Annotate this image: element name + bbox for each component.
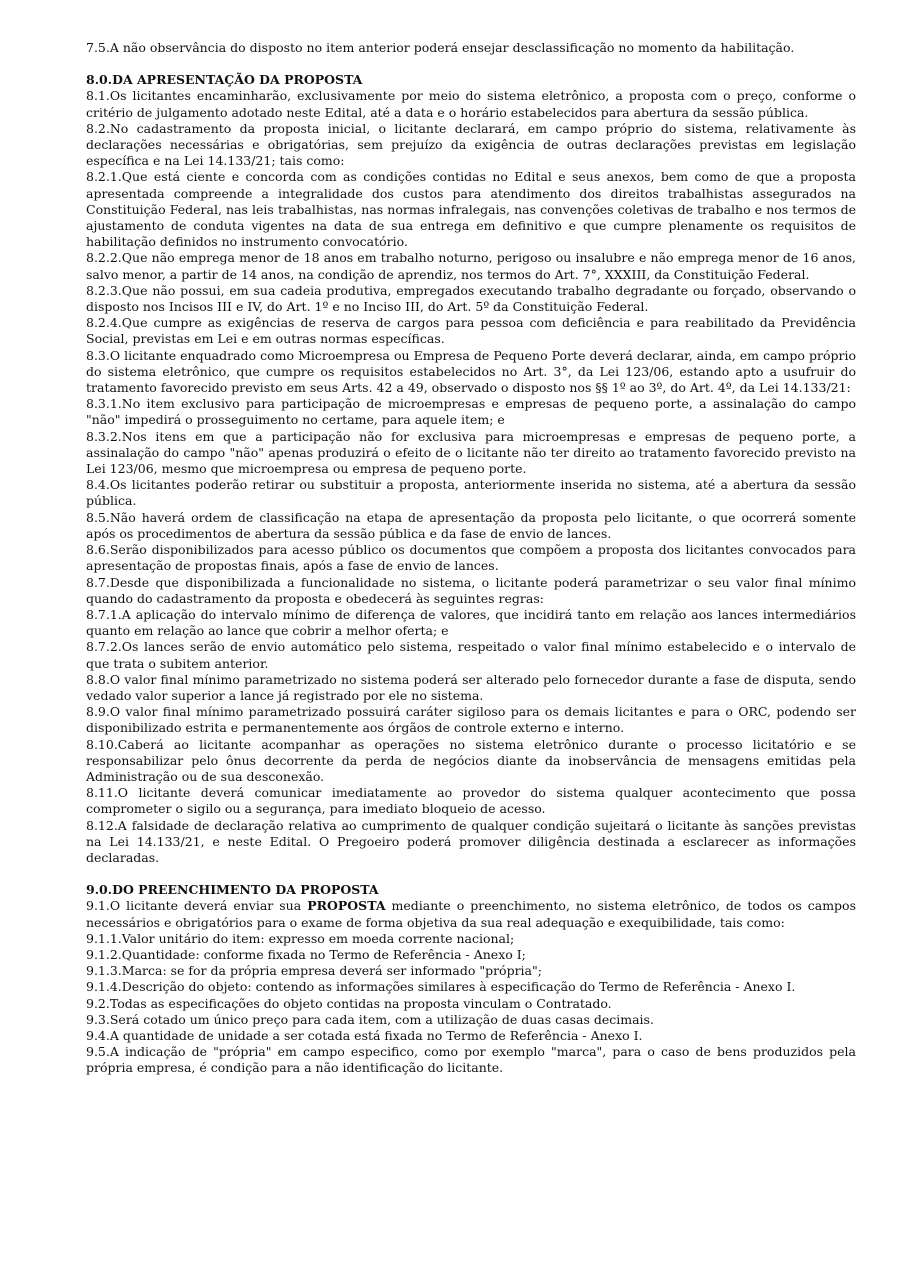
paragraph-8-9: 8.9.O valor final mínimo parametrizado possuirá caráter sigiloso para os demais licitantes e para o ORC, podendo ser disponibilizado estrita e permanentemente aos órgãos de controle externo e interno. bbox=[86, 704, 856, 736]
paragraph-9-3: 9.3.Será cotado um único preço para cada item, com a utilização de duas casas decimais. bbox=[86, 1011, 654, 1027]
paragraph-8-6: 8.6.Serão disponibilizados para acesso público os documentos que compõem a proposta dos licitantes convocados para apresentação de propostas finais, após a fase de envio de lances. bbox=[86, 542, 856, 574]
paragraph-9-1-start: 9.1.O licitante deverá enviar sua bbox=[86, 898, 308, 914]
section-gap bbox=[86, 56, 856, 72]
paragraph-9-1-4: 9.1.4.Descrição do objeto: contendo as informações similares à especificação do Termo de Referência - Anexo I. bbox=[86, 979, 796, 995]
section-heading-8: 8.0.DA APRESENTAÇÃO DA PROPOSTA bbox=[86, 72, 363, 88]
paragraph-9-1-3: 9.1.3.Marca: se for da própria empresa deverá ser informado "própria"; bbox=[86, 963, 542, 979]
paragraph-9-5: 9.5.A indicação de "própria" em campo especifico, como por exemplo "marca", para o caso de bens produzidos pela própria empresa, é condição para a não identificação do licitante. bbox=[86, 1044, 856, 1076]
paragraph-9-2: 9.2.Todas as especificações do objeto contidas na proposta vinculam o Contratado. bbox=[86, 995, 612, 1011]
paragraph-9-1-rest: mediante o preenchimento, no sistema eletrônico, de todos os campos necessários e obrigatórios para o exame de forma objetiva da sua real adequação e exequibilidade, tais como: bbox=[86, 898, 856, 930]
paragraph-7-5: 7.5.A não observância do disposto no item anterior poderá ensejar desclassificação no momento da habilitação. bbox=[86, 40, 795, 55]
paragraph-8-3-2: 8.3.2.Nos itens em que a participação não for exclusiva para microempresas e empresas de pequeno porte, a assinalação do campo "não" apenas produzirá o efeito de o licitante não ter direito ao tratamento favorecido previsto na Lei 123/06, mesmo que microempresa ou empresa de pequeno porte. bbox=[86, 428, 856, 477]
paragraph-8-7-1: 8.7.1.A aplicação do intervalo mínimo de diferença de valores, que incidirá tanto em relação aos lances intermediários quanto em relação ao lance que cobrir a melhor oferta; e bbox=[86, 606, 856, 639]
paragraph-8-10: 8.10.Caberá ao licitante acompanhar as operações no sistema eletrônico durante o processo licitatório e se responsabilizar pelo ônus decorrente da perda de negócios diante da inobservância de mensagens emitidas pela Administração ou de sua desconexão. bbox=[86, 736, 856, 784]
section-gap bbox=[86, 866, 856, 882]
proposta-emphasis: PROPOSTA bbox=[307, 898, 386, 914]
paragraph-8-12: 8.12.A falsidade de declaração relativa ao cumprimento de qualquer condição sujeitará o licitante às sanções previstas na Lei 14.133/21, e neste Edital. O Pregoeiro poderá promover diligência destinada a esclarecer as informações declaradas. bbox=[86, 817, 856, 865]
paragraph-8-1: 8.1.Os licitantes encaminharão, exclusivamente por meio do sistema eletrônico, a proposta com o preço, conforme o critério de julgamento adotado neste Edital, até a data e o horário estabelecidos para abertura da sessão pública. bbox=[86, 88, 856, 120]
paragraph-9-1-1: 9.1.1.Valor unitário do item: expresso em moeda corrente nacional; bbox=[86, 930, 515, 946]
paragraph-8-2: 8.2.No cadastramento da proposta inicial, o licitante declarará, em campo próprio do sistema, relativamente às declarações necessárias e obrigatórias, sem prejuízo da exigência de outras declarações previstas em legislação específica e na Lei 14.133/21; tais como: bbox=[86, 120, 856, 169]
paragraph-8-7: 8.7.Desde que disponibilizada a funcionalidade no sistema, o licitante poderá parametrizar o seu valor final mínimo quando do cadastramento da proposta e obedecerá às seguintes regras: bbox=[86, 574, 856, 606]
paragraph-9-1-2: 9.1.2.Quantidade: conforme fixada no Termo de Referência - Anexo I; bbox=[86, 946, 526, 962]
paragraph-8-11: 8.11.O licitante deverá comunicar imediatamente ao provedor do sistema qualquer acontecimento que possa comprometer o sigilo ou a segurança, para imediato bloqueio de acesso. bbox=[86, 785, 856, 817]
paragraph-8-3-1: 8.3.1.No item exclusivo para participação de microempresas e empresas de pequeno porte, a assinalação do campo "não" impedirá o prosseguimento no certame, para aquele item; e bbox=[86, 396, 856, 428]
paragraph-8-2-1: 8.2.1.Que está ciente e concorda com as condições contidas no Edital e seus anexos, bem como de que a proposta apresentada compreende a integralidade dos custos para atendimento dos direitos trabalhistas assegurados na Constituição Federal, nas leis trabalhistas, nas normas infralegais, nas convenções coletivas de trabalho e nos termos de ajustamento de conduta vigentes na data de sua entrega em definitivo e que cumpre plenamente os requisitos de habilitação definidos no instrumento convocatório. bbox=[86, 169, 856, 250]
section-heading-9: 9.0.DO PREENCHIMENTO DA PROPOSTA bbox=[86, 882, 379, 898]
paragraph-8-2-4: 8.2.4.Que cumpre as exigências de reserva de cargos para pessoa com deficiência e para reabilitado da Previdência Social, previstas em Lei e em outras normas específicas. bbox=[86, 315, 856, 347]
paragraph-8-8: 8.8.O valor final mínimo parametrizado no sistema poderá ser alterado pelo fornecedor durante a fase de disputa, sendo vedado valor superior a lance já registrado por ele no sistema. bbox=[86, 671, 856, 703]
paragraph-8-4: 8.4.Os licitantes poderão retirar ou substituir a proposta, anteriormente inserida no sistema, até a abertura da sessão pública. bbox=[86, 477, 856, 509]
paragraph-8-5: 8.5.Não haverá ordem de classificação na etapa de apresentação da proposta pelo licitante, o que ocorrerá somente após os procedimentos de abertura da sessão pública e da fase de envio de lances. bbox=[86, 509, 856, 541]
paragraph-8-3: 8.3.O licitante enquadrado como Microempresa ou Empresa de Pequeno Porte deverá declarar, ainda, em campo próprio do sistema eletrônico, que cumpre os requisitos estabelecidos no Art. 3°, da Lei 123/06, estando apto a usufruir do tratamento favorecido previsto em seus Arts. 42 a 49, observado o disposto nos §§ 1º ao 3º, do Art. 4º, da Lei 14.133/21: bbox=[86, 347, 856, 396]
paragraph-8-7-2: 8.7.2.Os lances serão de envio automático pelo sistema, respeitado o valor final mínimo estabelecido e o intervalo de que trata o subitem anterior. bbox=[86, 639, 856, 671]
paragraph-8-2-2: 8.2.2.Que não emprega menor de 18 anos em trabalho noturno, perigoso ou insalubre e não emprega menor de 16 anos, salvo menor, a partir de 14 anos, na condição de aprendiz, nos termos do Art. 7°, XXXIII, da Constituição Federal. bbox=[86, 250, 856, 282]
paragraph-8-2-3: 8.2.3.Que não possui, em sua cadeia produtiva, empregados executando trabalho degradante ou forçado, observando o disposto nos Incisos III e IV, do Art. 1º e no Inciso III, do Art. 5º da Constituição Federal. bbox=[86, 282, 856, 315]
paragraph-9-1 bbox=[86, 898, 856, 930]
paragraph-9-4: 9.4.A quantidade de unidade a ser cotada está fixada no Termo de Referência - Anexo I. bbox=[86, 1027, 643, 1043]
